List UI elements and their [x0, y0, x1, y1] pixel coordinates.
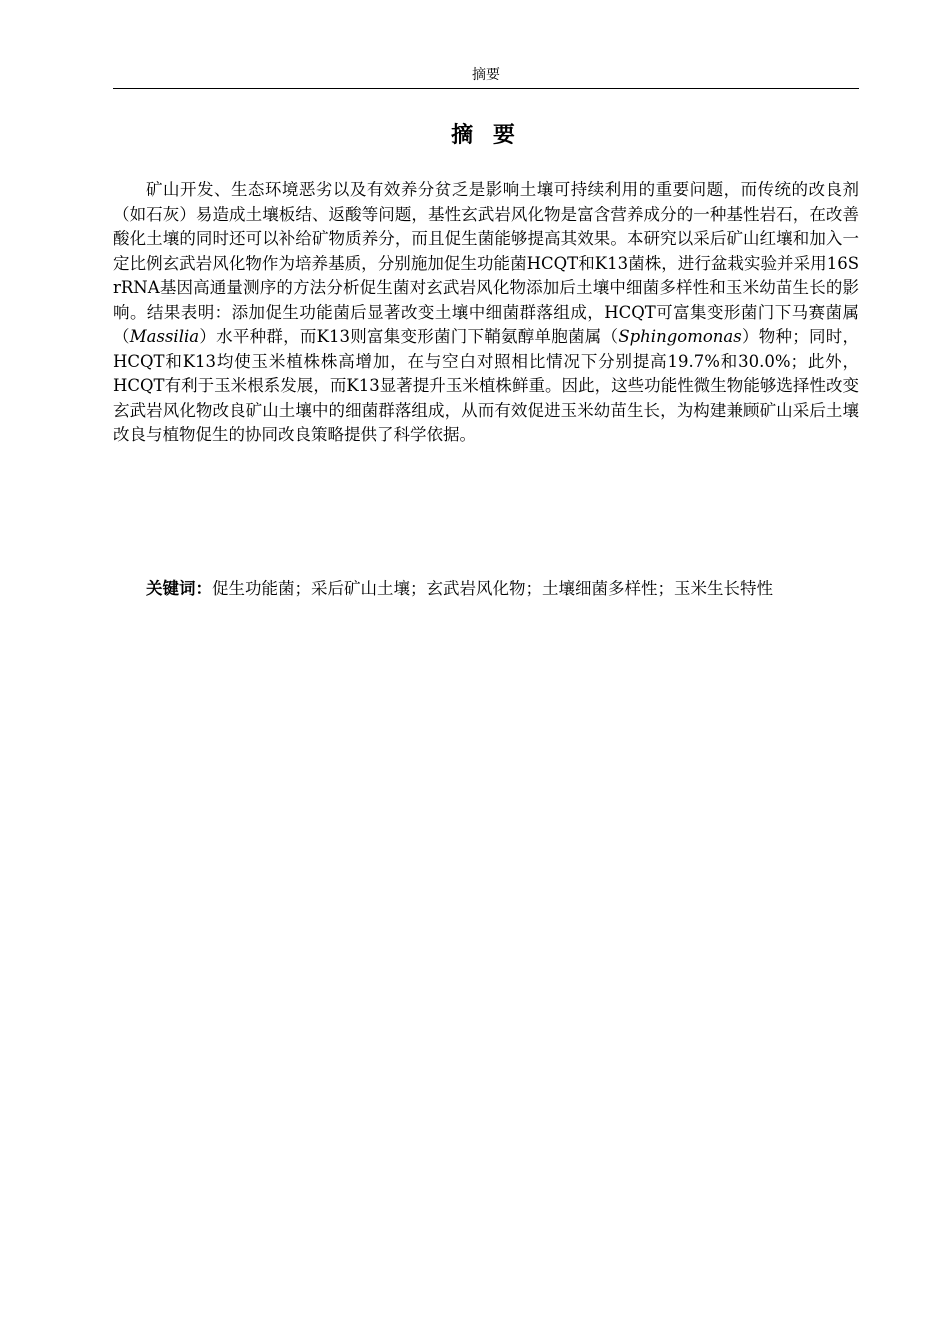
genus-sphingomonas: Sphingomonas — [618, 327, 742, 346]
keywords-text: 促生功能菌；采后矿山土壤；玄武岩风化物；土壤细菌多样性；玉米生长特性 — [212, 579, 773, 598]
abstract-text-1: 矿山开发、生态环境恶劣以及有效养分贫乏是影响土壤可持续利用的重要问题，而传统的改良剂（如石灰）易造成土壤板结、返酸等问题，基性玄武岩风化物是富含营养成分的一种基性岩石，在改善酸化土壤的同时还可以补给矿物质养分，而且促生菌能够提高其效果。本研究以采后矿山红壤和加入一定比例玄武岩风化物作为培养基质，分别施加促生功能菌HCQT和K13菌株，进行盆栽实验并采用16S rRNA基因高通量测序的方法分析促生菌对玄武岩风化物添加后土壤中细菌多样性和玉米幼苗生长的影响。结果表明：添加促生功能菌后显著改变土壤中细菌群落组成，HCQT可富集变形菌门下马赛菌属（ — [113, 180, 859, 346]
keywords-label: 关键词： — [146, 579, 212, 598]
header-rule — [113, 88, 859, 89]
genus-massilia: Massilia — [129, 327, 200, 346]
abstract-paragraph — [113, 178, 859, 448]
page-title: 摘 要 — [451, 122, 521, 148]
abstract-text-3: ）物种；同时，HCQT和K13均使玉米植株株高增加，在与空白对照相比情况下分别提高19.7%和30.0%；此外，HCQT有利于玉米根系发展，而K13显著提升玉米植株鲜重。因此，这些功能性微生物能够选择性改变玄武岩风化物改良矿山土壤中的细菌群落组成，从而有效促进玉米幼苗生长，为构建兼顾矿山采后土壤改良与植物促生的协同改良策略提供了科学依据。 — [113, 327, 860, 444]
keywords-paragraph — [113, 575, 859, 603]
running-header: 摘要 — [472, 67, 500, 83]
abstract-text-2: ）水平种群，而K13则富集变形菌门下鞘氨醇单胞菌属（ — [199, 327, 619, 346]
